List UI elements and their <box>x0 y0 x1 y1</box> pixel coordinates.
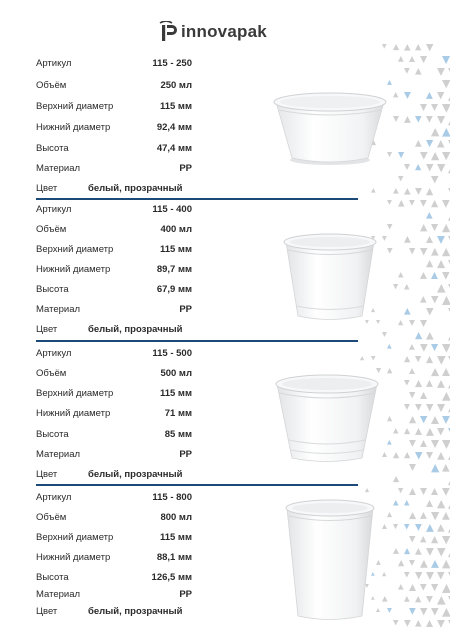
decor-triangle <box>437 500 445 508</box>
decor-triangle <box>404 164 410 170</box>
decor-triangle <box>415 596 421 602</box>
decor-triangle <box>420 104 427 111</box>
decor-triangle <box>420 440 427 447</box>
decor-triangle <box>442 464 450 472</box>
spec-row-article: Артикул 115 - 250 <box>36 58 192 69</box>
decor-triangle <box>393 284 398 289</box>
decor-triangle <box>420 272 427 279</box>
decor-triangle <box>415 548 422 555</box>
decor-triangle <box>431 128 439 136</box>
decor-triangle <box>409 392 415 398</box>
spec-row-volume: Объём 250 мл <box>36 80 192 91</box>
decor-triangle <box>442 416 450 424</box>
decor-triangle <box>393 188 399 194</box>
decor-triangle <box>404 188 411 195</box>
decor-triangle <box>437 140 445 148</box>
decor-triangle <box>431 440 439 448</box>
decor-triangle <box>387 416 392 421</box>
decor-triangle <box>431 488 438 495</box>
container-250ml-image <box>270 88 390 168</box>
decor-triangle <box>409 488 416 495</box>
decor-triangle <box>398 560 404 566</box>
spec-row-volume: Объём 500 мл <box>36 368 192 379</box>
decor-triangle <box>442 440 450 449</box>
decor-triangle <box>431 536 438 543</box>
decor-triangle <box>415 188 422 195</box>
decor-triangle <box>398 272 403 277</box>
decor-triangle <box>365 488 369 492</box>
decor-triangle <box>398 176 403 181</box>
decor-triangle <box>382 572 386 576</box>
decor-triangle <box>404 284 409 289</box>
decor-triangle <box>426 572 434 580</box>
decor-triangle <box>431 296 438 303</box>
spec-row-color: Цвет белый, прозрачный <box>36 324 183 335</box>
decor-triangle <box>409 248 415 254</box>
decor-triangle <box>360 356 364 360</box>
decor-triangle <box>442 392 450 401</box>
decor-triangle <box>426 164 433 171</box>
decor-triangle <box>409 584 416 591</box>
decor-triangle <box>437 620 445 628</box>
decor-triangle <box>409 320 415 326</box>
spec-row-height: Высота 47,4 мм <box>36 143 192 154</box>
brand-logo <box>159 20 267 44</box>
decor-triangle <box>415 572 422 579</box>
decor-triangle <box>404 620 411 627</box>
section-divider <box>36 484 358 486</box>
decor-triangle <box>426 44 433 51</box>
decor-triangle <box>382 452 387 457</box>
decor-triangle <box>426 332 434 340</box>
decor-triangle <box>426 92 433 99</box>
decor-triangle <box>437 452 445 460</box>
decor-triangle <box>409 608 416 615</box>
decor-triangle <box>393 428 398 433</box>
decor-triangle <box>426 500 433 507</box>
decor-triangle <box>426 356 433 363</box>
decor-triangle <box>431 344 438 351</box>
innovapak-logo-icon <box>159 21 179 43</box>
spec-row-article: Артикул 115 - 500 <box>36 348 192 359</box>
decor-triangle <box>426 524 434 532</box>
decor-triangle <box>404 68 410 74</box>
decor-triangle <box>404 596 410 602</box>
decor-triangle <box>387 80 392 85</box>
decor-triangle <box>431 464 439 472</box>
decor-triangle <box>426 140 433 147</box>
decor-triangle <box>404 44 411 51</box>
decor-triangle <box>437 116 445 124</box>
decor-triangle <box>404 428 410 434</box>
decor-triangle <box>409 344 415 350</box>
decor-triangle <box>426 380 433 387</box>
decor-triangle <box>404 308 411 315</box>
spec-row-bottom-diameter: Нижний диаметр 71 мм <box>36 408 192 419</box>
decor-triangle <box>409 440 416 447</box>
decor-triangle <box>437 404 445 412</box>
decor-triangle <box>431 152 439 160</box>
spec-row-material: Материал PP <box>36 449 192 460</box>
decor-triangle <box>431 416 439 424</box>
decor-triangle <box>437 356 446 365</box>
decor-triangle <box>426 260 433 267</box>
decor-triangle <box>442 248 450 256</box>
decor-triangle <box>371 188 376 193</box>
decor-triangle <box>404 116 411 123</box>
decor-triangle <box>437 524 445 532</box>
decor-triangle <box>437 380 445 388</box>
decor-triangle <box>387 344 392 349</box>
decor-triangle <box>404 92 411 99</box>
decor-triangle <box>442 536 450 544</box>
decor-triangle <box>387 368 392 373</box>
spec-row-color: Цвет белый, прозрачный <box>36 469 183 480</box>
decor-triangle <box>442 368 450 376</box>
decor-triangle <box>426 596 433 603</box>
decor-triangle <box>409 368 415 374</box>
decor-triangle <box>431 608 439 616</box>
decor-triangle <box>437 548 446 557</box>
decor-triangle <box>398 584 404 590</box>
decor-triangle <box>387 224 392 229</box>
decor-triangle <box>437 260 445 268</box>
decor-triangle <box>415 620 422 627</box>
decor-triangle <box>393 620 398 625</box>
decor-triangle <box>420 344 428 352</box>
spec-row-color: Цвет белый, прозрачный <box>36 183 183 194</box>
decor-triangle <box>431 248 439 256</box>
decor-triangle <box>415 428 422 435</box>
decor-triangle <box>442 200 450 208</box>
decor-triangle <box>404 236 411 243</box>
decor-triangle <box>415 332 422 339</box>
decor-triangle <box>437 572 445 580</box>
decor-triangle <box>415 68 422 75</box>
decor-triangle <box>431 200 438 207</box>
decor-triangle <box>437 236 445 244</box>
decor-triangle <box>426 188 433 195</box>
decor-triangle <box>393 92 398 97</box>
decor-triangle <box>442 488 450 496</box>
decor-triangle <box>387 440 392 445</box>
spec-row-bottom-diameter: Нижний диаметр 88,1 мм <box>36 552 192 563</box>
container-500ml-image <box>272 370 382 466</box>
decor-triangle <box>382 44 387 49</box>
decor-triangle <box>431 560 439 568</box>
decor-triangle <box>409 560 415 566</box>
decor-triangle <box>404 548 410 554</box>
decor-triangle <box>382 524 387 529</box>
decor-triangle <box>404 500 409 505</box>
decor-triangle <box>393 548 399 554</box>
decor-triangle <box>393 452 399 458</box>
decor-triangle <box>442 608 450 617</box>
decor-triangle <box>442 152 450 160</box>
decor-triangle <box>398 320 403 325</box>
decor-triangle <box>442 224 450 232</box>
decor-triangle <box>371 356 376 361</box>
decor-triangle <box>420 224 427 231</box>
decor-triangle <box>415 140 422 147</box>
decor-triangle <box>404 380 410 386</box>
decor-triangle <box>426 620 433 627</box>
spec-row-height: Высота 85 мм <box>36 429 192 440</box>
decor-triangle <box>409 536 415 542</box>
decor-triangle <box>426 236 433 243</box>
spec-row-material: Материал PP <box>36 304 192 315</box>
decor-triangle <box>415 356 421 362</box>
decor-triangle <box>426 404 433 411</box>
decor-triangle <box>393 524 398 529</box>
decor-triangle <box>431 176 438 183</box>
decor-triangle <box>387 512 392 517</box>
decor-triangle <box>431 224 438 231</box>
decor-triangle <box>398 152 404 158</box>
spec-row-top-diameter: Верхний диаметр 115 мм <box>36 244 192 255</box>
decor-triangle <box>382 596 388 602</box>
decor-triangle <box>404 356 410 362</box>
spec-row-top-diameter: Верхний диаметр 115 мм <box>36 532 192 543</box>
decor-triangle <box>409 56 415 62</box>
decor-triangle <box>426 308 434 316</box>
decor-triangle <box>431 512 439 520</box>
decor-triangle <box>420 512 427 519</box>
decor-triangle <box>437 164 445 172</box>
decor-triangle <box>442 512 450 520</box>
spec-row-volume: Объём 400 мл <box>36 224 192 235</box>
decor-triangle <box>442 104 450 113</box>
spec-row-volume: Объём 800 мл <box>36 512 192 523</box>
brand-name: innovapak <box>181 22 267 41</box>
decor-triangle <box>393 500 399 506</box>
decor-triangle <box>420 392 427 399</box>
spec-row-height: Высота 126,5 мм <box>36 572 192 583</box>
decor-triangle <box>415 380 422 387</box>
decor-triangle <box>393 476 399 482</box>
decor-triangle <box>442 560 450 568</box>
decor-triangle <box>415 44 421 50</box>
spec-row-article: Артикул 115 - 400 <box>36 204 192 215</box>
decor-triangle <box>404 572 410 578</box>
decor-triangle <box>387 248 393 254</box>
decor-triangle <box>387 608 392 613</box>
decor-triangle <box>442 128 450 137</box>
decor-triangle <box>442 80 450 88</box>
decor-triangle <box>431 272 438 279</box>
decor-triangle <box>442 56 450 64</box>
decor-triangle <box>437 428 444 435</box>
decor-triangle <box>420 584 427 591</box>
decor-triangle <box>431 104 438 111</box>
decor-triangle <box>393 116 399 122</box>
decor-triangle <box>409 416 416 423</box>
decor-triangle <box>420 536 426 542</box>
decor-triangle <box>415 164 421 170</box>
decor-triangle <box>437 284 446 293</box>
decor-triangle <box>393 44 399 50</box>
spec-row-height: Высота 67,9 мм <box>36 284 192 295</box>
decor-triangle <box>387 200 392 205</box>
decor-triangle <box>404 404 410 410</box>
decor-triangle <box>382 332 387 337</box>
decor-triangle <box>431 368 439 376</box>
decor-triangle <box>426 428 434 436</box>
decor-triangle <box>426 212 433 219</box>
decor-triangle <box>420 200 427 207</box>
decor-triangle <box>415 524 422 531</box>
decor-triangle <box>426 452 433 459</box>
decor-triangle <box>431 584 438 591</box>
decor-triangle <box>382 236 387 241</box>
decor-triangle <box>409 512 416 519</box>
decor-triangle <box>420 608 427 615</box>
decor-triangle <box>415 404 422 411</box>
spec-row-bottom-diameter: Нижний диаметр 89,7 мм <box>36 264 192 275</box>
container-800ml-image <box>282 496 378 624</box>
decor-triangle <box>420 488 427 495</box>
decor-triangle <box>420 248 427 255</box>
section-divider <box>36 340 358 342</box>
spec-row-bottom-diameter: Нижний диаметр 92,4 мм <box>36 122 192 133</box>
decor-triangle <box>409 464 416 471</box>
spec-row-top-diameter: Верхний диаметр 115 мм <box>36 388 192 399</box>
decor-triangle <box>426 116 433 123</box>
spec-row-material: Материал PP <box>36 589 192 600</box>
decor-triangle <box>415 116 422 123</box>
decor-triangle <box>442 296 450 305</box>
decor-triangle <box>409 200 415 206</box>
decor-triangle <box>420 416 427 423</box>
decor-triangle <box>404 524 410 530</box>
decor-triangle <box>398 200 405 207</box>
decor-triangle <box>437 68 445 76</box>
decor-triangle <box>437 596 446 605</box>
spec-row-color: Цвет белый, прозрачный <box>36 606 183 617</box>
decor-triangle <box>398 56 404 62</box>
section-divider <box>36 198 358 200</box>
decor-triangle <box>404 452 410 458</box>
decor-triangle <box>398 488 403 493</box>
decor-triangle <box>442 344 450 353</box>
decor-triangle <box>420 296 427 303</box>
decor-triangle <box>442 584 450 593</box>
container-400ml-image <box>280 230 380 324</box>
decor-triangle <box>420 152 428 160</box>
spec-row-top-diameter: Верхний диаметр 115 мм <box>36 101 192 112</box>
decor-triangle <box>437 92 444 99</box>
decor-triangle <box>426 548 434 556</box>
decor-triangle <box>420 560 428 568</box>
decor-triangle <box>420 320 427 327</box>
decor-triangle <box>442 272 450 280</box>
spec-row-article: Артикул 115 - 800 <box>36 492 192 503</box>
spec-row-material: Материал PP <box>36 163 192 174</box>
decor-triangle <box>420 56 427 63</box>
decor-triangle <box>415 452 423 460</box>
